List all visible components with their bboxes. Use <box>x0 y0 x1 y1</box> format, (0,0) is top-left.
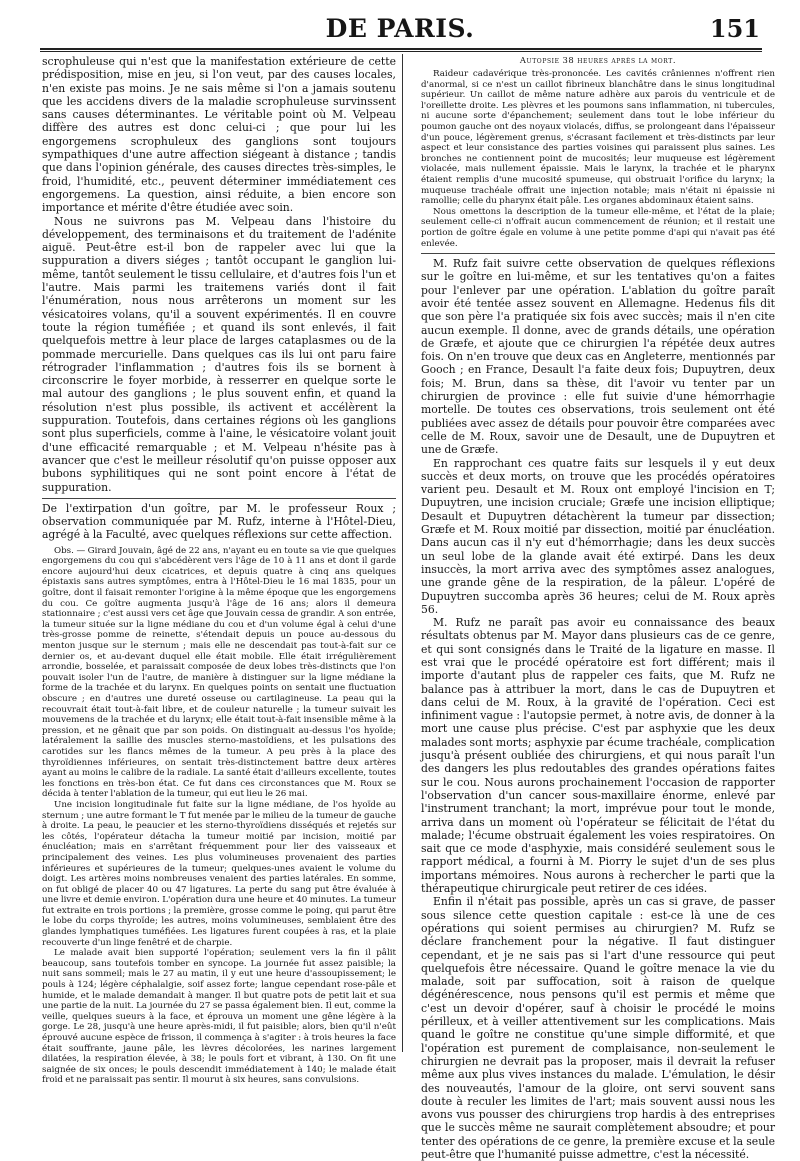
section-separator <box>421 253 775 254</box>
autopsy-heading: Autopsie 38 heures après la mort. <box>519 55 677 65</box>
reflection-paragraph-4: Enfin il n'était pas possible, après un cas si grave, de passer sous silence cette question capitale : est-ce là une de ces opérations qui soient permises au chirurgien? M. Rufz se déclare franchement pour la négative. Il faut distinguer cependant, et je ne sais pas si l'art d'une ressource qui peut quelquefois être nécessaire. Quand le goître menace la vie du malade, soit par suffocation, soit à raison de quelque dégénérescence, nous pensons qu'il est permis et même que c'est un devoir d'opérer, sauf à choisir le procédé le moins périlleux, et à veiller attentivement sur les complications. Mais quand le goître ne constitue qu'une simple difformité, et que l'opération est purement de complaisance, non-seulement le chirurgien ne devrait pas la proposer, mais il devrait la refuser même aux plus vives instances du malade. L'émulation, le désir des nouveautés, l'amour de la gloire, ont servi souvent sans doute à reculer les limites de l'art; mais souvent aussi nous les avons vus pousser des chirurgiens trop hardis à des entreprises que le succès même ne saurait complètement absoudre; et pour tenter des opérations de ce genre, la première excuse et la seule peut-être que l'humanité puisse admettre, c'est la nécessité. <box>421 895 775 1161</box>
running-title: DE PARIS. <box>325 14 475 43</box>
column-divider <box>402 54 403 1052</box>
header-rule <box>40 48 762 52</box>
article-title: De l'extirpation d'un goître, par M. le professeur Roux ; observation communiquée par M. Rufz, interne à l'Hôtel-Dieu, agrégé à la Faculté, avec quelques réflexions sur cette affection. <box>42 501 396 542</box>
article-separator <box>42 498 396 499</box>
paragraph-scrofula-end: scrophuleuse qui n'est que la manifestation extérieure de cette prédisposition, mise en jeu, si l'on veut, par des causes locales, n'en existe pas moins. Je ne sais même si l'on a jamais soutenu que les accidens divers de la maladie scrophuleuse survinssent sans causes déterminantes. Le véritable point où M. Velpeau diffère des autres est donc celui-ci ; que pour lui les engorgemens scrophuleux des ganglions sont toujours sympathiques d'une autre affection siégeant à distance ; tandis que dans l'opinion générale, des causes directes très-simples, le froid, l'humidité, etc., peuvent déterminer immédiatement ces engorgemens. La question, ainsi réduite, a bien encore son importance et mérite d'être étudiée avec soin. <box>42 55 396 215</box>
right-column <box>421 55 775 1161</box>
page-header <box>0 0 800 50</box>
observation-paragraph-3: Le malade avait bien supporté l'opération; seulement vers la fin il pâlit beaucoup, sans toutefois tomber en syncope. La journée fut assez paisible; la nuit sans sommeil; mais le 27 au matin, il y eut une heure d'assoupissement; le pouls à 124; légère céphalalgie, soif assez forte; langue cependant rose-pâle et humide, et le malade demandait à manger. Il but quatre pots de petit lait et sua une partie de la nuit. La journée du 27 se passa également bien. Il eut, comme la veille, quelques sueurs à la face, et éprouva un moment une gêne légère à la gorge. Le 28, jusqu'à une heure après-midi, il fut paisible; alors, bien qu'il n'eût éprouvé aucune espèce de frisson, il commença à s'agiter : à trois heures la face était souffrante, jaune pâle, les lèvres décolorées, les narines largement dilatées, la respiration élevée, à 38; le pouls fort et vibrant, à 130. On fit une saignée de six onces; le pouls descendit immédiatement à 140; le malade était froid et ne paraissait pas sentir. Il mourut à six heures, sans convulsions. <box>42 948 396 1086</box>
reflection-paragraph-1: M. Rufz fait suivre cette observation de quelques réflexions sur le goître en lui-même, et sur les tentatives qu'on a faites pour l'enlever par une opération. L'ablation du goître paraît avoir été tentée assez souvent en Allemagne. Hedenus fils dit que son père l'a pratiquée six fois avec succès; mais il n'en cite aucun exemple. Il donne, avec de grands détails, une opération de Græfe, et ajoute que ce chirurgien l'a répétée deux autres fois. On n'en trouve que deux cas en Angleterre, mentionnés par Gooch ; en France, Desault l'a faite deux fois; Dupuytren, deux fois; M. Brun, dans sa thèse, dit l'avoir vu tenter par un chirurgien de province : elle fut suivie d'une hémorrhagie mortelle. De toutes ces observations, trois seulement ont été publiées avec assez de détails pour pouvoir être comparées avec celle de M. Roux, savoir une de Desault, une de Dupuytren et une de Græfe. <box>421 257 775 457</box>
reflection-paragraph-3: M. Rufz ne paraît pas avoir eu connaissance des beaux résultats obtenus par M. Mayor dans plusieurs cas de ce genre, et qui sont consignés dans le Traité de la ligature en masse. Il est vrai que le procédé opératoire est fort différent; mais il importe d'autant plus de rappeler ces faits, que M. Rufz ne balance pas à attribuer la mort, dans le cas de Dupuytren et dans celui de M. Roux, à la gravité de l'opération. Ceci est infiniment vague : l'autopsie permet, à notre avis, de donner à la mort une cause plus précise. C'est par asphyxie que les deux malades sont morts; asphyxie par écume trachéale, complication jusqu'à présent oubliée des chirurgiens, et qui nous paraît l'un des dangers les plus redoutables des grandes opérations faites sur le cou. Nous aurons prochainement l'occasion de rapporter l'observation d'un cancer sous-maxillaire énorme, enlevé par l'instrument tranchant; la mort, imprévue pour tout le monde, arriva dans un moment où l'opérateur se félicitait de l'état du malade; l'écume obstruait également les voies respiratoires. On sait que ce mode d'asphyxie, mais considéré seulement sous le rapport médical, a fourni à M. Piorry le sujet d'un de ses plus importans mémoires. Nous aurons à rechercher le parti que la thérapeutique chirurgicale peut retirer de ces idées. <box>421 616 775 896</box>
autopsy-paragraph-2: Nous omettons la description de la tumeur elle-même, et l'état de la plaie; seulement celle-ci n'offrait aucun commencement de réunion; et il restait une portion de goître égale en volume à une petite pomme d'api qui n'avait pas été enlevée. <box>421 206 775 249</box>
paragraph-adenitis-treatment: Nous ne suivrons pas M. Velpeau dans l'histoire du développement, des terminaisons et du traitement de l'adénite aiguë. Peut-être est-il bon de rappeler avec lui que la suppuration a divers siéges ; tantôt occupant le ganglion lui-même, tantôt seulement le tissu cellulaire, et d'autres fois l'un et l'autre. Mais parmi les traitemens variés dont il fait l'énumération, nous nous arrêterons un moment sur les vésicatoires volans, qu'il a souvent expérimentés. Il en couvre toute la région tuméfiée ; et quand ils sont enlevés, il fait quelquefois mettre à leur place de larges cataplasmes ou de la pommade mercurielle. Dans quelques cas ils lui ont paru faire rétrograder l'inflammation ; d'autres fois ils se bornent à circonscrire le foyer morbide, à resserrer en quelque sorte le mal autour des ganglions ; le plus souvent enfin, et quand la résolution n'est plus possible, ils activent et accélèrent la suppuration. Toutefois, dans certaines régions où les ganglions sont plus superficiels, comme à l'aine, le vésicatoire volant jouit d'une efficacité remarquable ; et M. Velpeau n'hésite pas à avancer que c'est le meilleur résolutif qu'on puisse opposer aux bubons syphilitiques qui ne sont point encore à l'état de suppuration. <box>42 214 396 494</box>
observation-paragraph-1: Obs. — Girard Jouvain, âgé de 22 ans, n'ayant eu en toute sa vie que quelques engorgemens du cou qui s'abcédèrent vers l'âge de 10 à 11 ans et dont il garde encore aujourd'hui deux cicatrices, et depuis quatre à cinq ans quelques épistaxis sans autres symptômes, entra à l'Hôtel-Dieu le 16 mai 1835, pour un goître, dont il faisait remonter l'origine à la même époque que les engorgemens du cou. Ce goître augmenta jusqu'à l'âge de 16 ans; alors il demeura stationnaire ; c'est aussi vers cet âge que Jouvain cessa de grandir. A son entrée, la tumeur située sur la ligne médiane du cou et d'un volume égal à celui d'une très-grosse pomme de reinette, s'étendait depuis un pouce au-dessous du menton jusque sur le sternum ; mais elle ne descendait pas tout-à-fait sur ce dernier os, et au-devant duquel elle était mobile. Elle était irrégulièrement arrondie, bosselée, et paraissait composée de deux lobes très-distincts que l'on pouvait isoler l'un de l'autre, de manière à distinguer sur la ligne médiane la forme de la trachée et du larynx. En quelques points on sentait une fluctuation obscure ; en d'autres une dureté osseuse ou cartilagineuse. La peau qui la recouvrait était tout-à-fait libre, et de couleur naturelle ; la tumeur suivait les mouvemens de la trachée et du larynx; elle était tout-à-fait insensible même à la pression, et ne gênait que par son poids. On distinguait au-dessus l'os hyoïde; latéralement la saillie des muscles sterno-mastoïdiens, et les pulsations des carotides sur les flancs mêmes de la tumeur. A peu près à la place des thyroïdiennes inférieures, on sentait très-distinctement battre deux artères ayant au moins le calibre de la radiale. La santé était d'ailleurs excellente, toutes les fonctions en très-bon état. Ce fut dans ces circonstances que M. Roux se décida à tenter l'ablation de la tumeur, qui eut lieu le 26 mai. <box>42 545 396 800</box>
page-number: 151 <box>709 14 760 43</box>
autopsy-paragraph: Raideur cadavérique très-prononcée. Les cavités crâniennes n'offrent rien d'anormal, si ce n'est un caillot fibrineux blanchâtre dans le sinus longitudinal supérieur. Un caillot de même nature adhère aux parois du ventricule et de l'oreillette droite. Les plèvres et les poumons sans inflammation, ni tubercules, ni aucune sorte d'épanchement; seulement dans tout le lobe inférieur du poumon gauche ont des noyaux violacés, diffus, se prolongeant dans l'épaisseur d'un pouce, légèrement grenus, s'écrasant facilement et très-distincts par leur aspect et leur consistance des parties voisines qui paraissent plus saines. Les bronches ne contiennent point de mucosités; leur muqueuse est légèrement violacée, mais nullement épaissie. Mais le larynx, la trachée et le pharynx étaient remplis d'une mucosité spumeuse, qui obstruait l'orifice du larynx; la muqueuse trachéale offrait une injection notable; mais n'était ni épaissie ni ramollie; celle du pharynx était pâle. Les organes abdominaux étaient sains. <box>421 69 775 207</box>
observation-paragraph-2: Une incision longitudinale fut faite sur la ligne médiane, de l'os hyoïde au sternum ; une autre formant le T fut menée par le milieu de la tumeur de gauche à droite. La peau, le peaucier et les sterno-thyroïdiens disséqués et rejetés sur les côtés, l'opérateur détacha la tumeur moitié par incision, moitié par énucléation; mais en s'arrêtant fréquemment pour lier des vaisseaux et principalement des veines. Les plus volumineuses provenaient des parties inférieures et supérieures de la tumeur; quelques-unes avaient le volume du doigt. Les artères moins nombreuses venaient des parties latérales. En somme, on fut obligé de placer 40 ou 47 ligatures. La perte du sang put être évaluée à une livre et demie environ. L'opération dura une heure et 40 minutes. La tumeur fut extraite en trois portions ; la première, grosse comme le poing, qui parut être le lobe du corps thyroïde; les autres, moins volumineuses, semblaient être des glandes lymphatiques tuméfiées. Les ligatures furent coupées à ras, et la plaie recouverte d'un linge fenêtré et de charpie. <box>42 799 396 948</box>
left-column <box>42 55 396 1086</box>
reflection-paragraph-2: En rapprochant ces quatre faits sur lesquels il y eut deux succès et deux morts, on trouve que les procédés opératoires varient peu. Desault et M. Roux ont employé l'incision en T; Dupuytren, une incision cruciale; Græfe une incision elliptique; Desault et Dupuytren détachèrent la tumeur par dissection; Græfe et M. Roux moitié par dissection, moitié par énucléation. Dans aucun cas il n'y eut d'hémorrhagie; dans les deux succès un seul lobe de la glande avait été extirpé. Dans les deux insuccès, la mort arriva avec des symptômes assez analogues, une grande gêne de la respiration, de la pâleur. L'opéré de Dupuytren succomba après 36 heures; celui de M. Roux après 56. <box>421 456 775 616</box>
